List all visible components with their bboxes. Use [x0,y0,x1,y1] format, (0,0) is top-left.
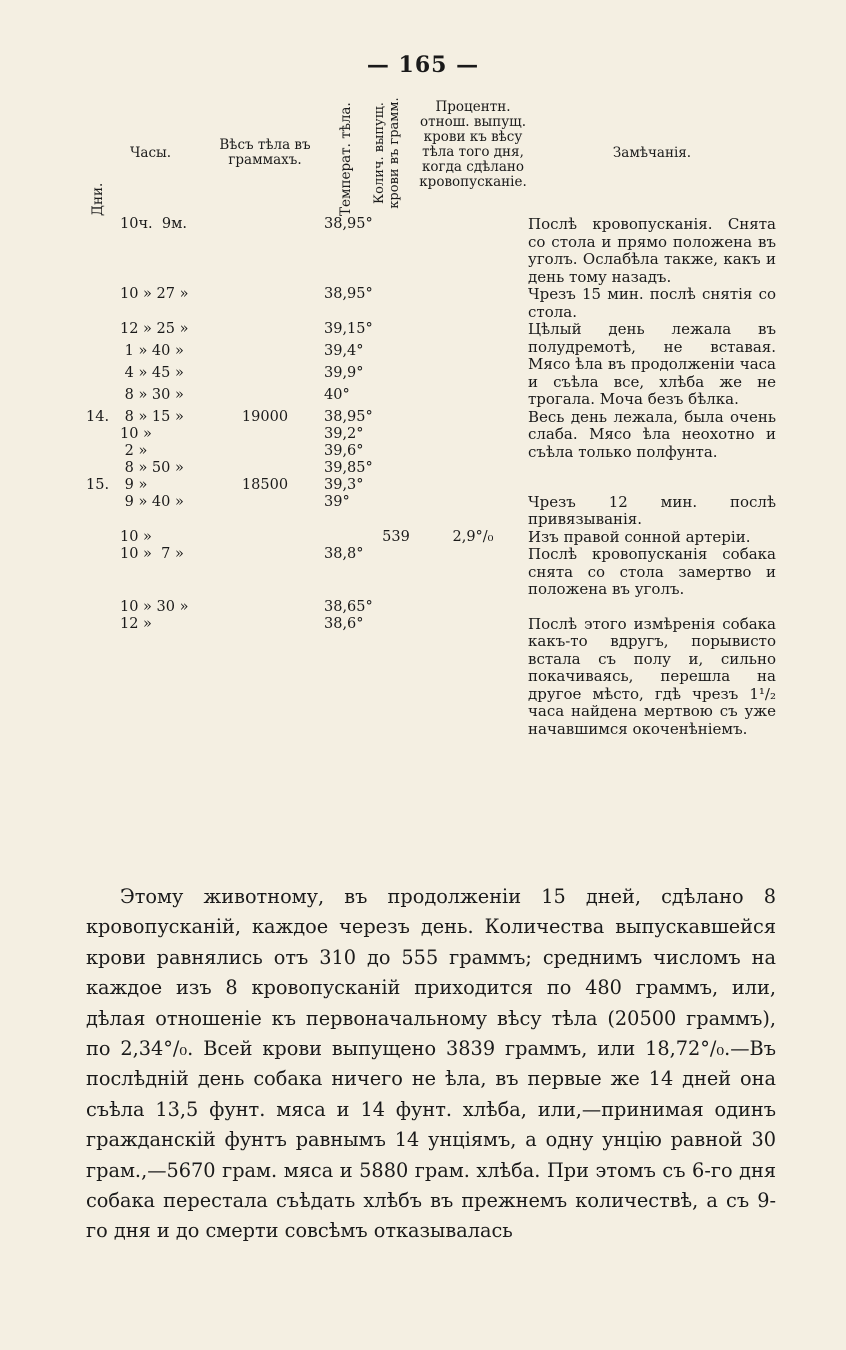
cell-day [86,426,120,443]
cell-weight [206,321,324,343]
cell-weight [206,426,324,443]
header-blood-quantity: Колич. выпущ. крови въ грамм. [372,97,402,209]
cell-day [86,321,120,343]
body-paragraph: Этому животному, въ продолженіи 15 дней, сдѣлано 8 кровопусканій, каждое черезъ день. Количества выпускавшейся крови равнялись отъ 310 до 555 граммъ; среднимъ числомъ на каждое изъ 8 кровопусканій приходится по 480 граммъ, или, дѣлая отношеніе къ первоначальному вѣсу тѣла (20500 граммъ), по 2,34°/₀. Всей крови выпущено 3839 граммъ, или 18,72°/₀.—Въ послѣдній день собака ничего не ѣла, въ первые же 14 дней она съѣла 13,5 фунт. мяса и 14 фунт. хлѣба, или,—принимая одинъ гражданскій фунтъ равнымъ 14 унціямъ, а одну унцію равной 30 грам.,—5670 грам. мяса и 5880 грам. хлѣба. При этомъ съ 6-го дня собака перестала съѣдать хлѣбъ въ прежнемъ количествѣ, а съ 9-го дня и до смерти совсѣмъ отказывалась [86,885,776,1243]
cell-temp: 39,9° [324,364,364,381]
cell-qty [374,216,418,286]
cell-time: 2 » [120,442,148,459]
cell-pct [418,494,528,529]
cell-temp: 39,3° [324,476,364,493]
cell-day: 15. [86,476,110,493]
cell-weight [206,529,324,547]
cell-temp: 38,95° [324,216,373,232]
table-header-row [86,98,776,216]
cell-temp: 39,85° [324,459,373,476]
cell-qty [374,494,418,529]
cell-weight [206,343,324,365]
header-weight: Вѣсъ тѣла въ граммахъ. [219,137,311,168]
cell-weight [206,365,324,387]
cell-time: 10 » 27 » [120,286,189,302]
header-remarks: Замѣчанія. [612,145,692,161]
cell-time: 1 » 40 » [120,342,184,359]
cell-remark: Весь день лежала, была очень слаба. Мясо ѣла неохотно и съѣла только полфунта. [528,407,776,461]
table-row [86,216,776,286]
cell-temp: 40° [324,386,350,403]
cell-qty [374,616,418,739]
cell-time: 12 » 25 » [120,321,189,337]
cell-time: 8 » 50 » [120,459,184,476]
cell-day [86,286,120,321]
cell-weight: 18500 [241,476,289,493]
cell-time: 10 » 7 » [120,546,184,562]
cell-qty [374,365,418,387]
cell-temp: 39,15° [324,321,373,337]
table-row [86,546,776,599]
cell-time: 12 » [120,615,152,632]
cell-temp: 38,65° [324,598,373,615]
header-time: Часы. [130,145,172,161]
cell-weight: 19000 [241,408,289,425]
cell-remark: Чрезъ 15 мин. послѣ снятія со стола. [528,285,776,321]
cell-day [86,529,120,547]
cell-weight [206,387,324,409]
cell-pct [418,460,528,477]
cell-weight [206,599,324,616]
cell-pct [418,216,528,286]
cell-remark: Изъ правой сонной артеріи. [528,527,751,546]
cell-pct [418,409,528,426]
cell-pct [418,443,528,460]
cell-qty [374,546,418,599]
table-row [86,494,776,529]
cell-day [86,216,120,286]
cell-pct [418,365,528,387]
cell-pct [418,321,528,343]
cell-weight [206,286,324,321]
cell-weight [206,616,324,739]
cell-day [86,460,120,477]
cell-weight [206,443,324,460]
table-row [86,321,776,343]
cell-remark: Послѣ кровопусканія. Снята со стола и прямо положена въ уголъ. Ослабѣла также, какъ и день тому назадъ. [528,215,776,286]
cell-temp: 39,6° [324,442,364,459]
cell-pct [418,546,528,599]
cell-temp: 39,4° [324,342,364,359]
cell-temp: 38,95° [324,408,373,425]
cell-time: 9 » [120,476,148,493]
cell-day [86,387,120,409]
cell-pct [418,616,528,739]
cell-day [86,599,120,616]
table-row [86,286,776,321]
cell-day [86,616,120,739]
cell-time: 8 » 30 » [120,386,184,403]
cell-pct [418,426,528,443]
cell-time: 10 » [120,528,152,545]
page-number: — 165 — [366,52,480,78]
cell-pct [418,599,528,616]
cell-day [86,443,120,460]
table-row [86,616,776,739]
cell-remark [528,599,776,616]
cell-weight [206,546,324,599]
header-temperature: Температ. тѣла. [338,102,354,216]
table-row [86,599,776,616]
cell-weight [206,460,324,477]
cell-weight [206,216,324,286]
cell-time: 4 » 45 » [120,364,184,381]
cell-temp [324,529,374,547]
cell-remark: Чрезъ 12 мин. послѣ привязыванія. [528,492,776,528]
cell-time: 10 » [120,425,152,442]
cell-qty [374,426,418,443]
cell-qty [374,460,418,477]
cell-temp: 38,6° [324,615,364,632]
cell-temp: 39,2° [324,425,364,442]
cell-qty [374,343,418,365]
cell-pct [418,286,528,321]
observation-table [86,98,776,738]
cell-remark: Послѣ кровопусканія собака снята со стола замертво и положена въ уголъ. [528,545,776,598]
cell-day [86,546,120,599]
cell-temp: 39° [324,493,350,510]
cell-pct: 2,9°/₀ [452,528,494,545]
cell-time: 9 » 40 » [120,493,184,510]
cell-day [86,365,120,387]
cell-remark: Послѣ этого измѣренія собака какъ-то вдругъ, порывисто встала съ полу и, сильно покачиваясь, перешла на другое мѣсто, гдѣ чрезъ 1¹/₂ часа найдена мертвою съ уже начавшимся окоченѣніемъ. [528,614,776,738]
cell-qty [374,599,418,616]
cell-weight [206,494,324,529]
cell-qty: 539 [382,528,410,545]
cell-day: 14. [86,408,110,425]
cell-day [86,494,120,529]
cell-temp: 38,95° [324,286,373,302]
header-percentage: Процентн. отнош. выпущ. крови къ вѣсу тѣла того дня, когда сдѣлано кровопусканіе. [419,99,527,190]
cell-remark: Цѣлый день лежала въ полудремотѣ, не вставая. Мясо ѣла въ продолженіи часа и съѣла все, хлѣба же не трогала. Моча безъ бѣлка. [528,320,776,408]
header-day: Дни. [90,182,106,216]
cell-time: 10ч. 9м. [120,216,187,232]
cell-qty [374,477,418,494]
table-row [86,529,776,547]
cell-qty [374,286,418,321]
cell-pct [418,343,528,365]
cell-qty [374,321,418,343]
cell-time: 10 » 30 » [120,598,189,615]
cell-qty [374,443,418,460]
cell-pct [418,387,528,409]
cell-qty [374,387,418,409]
cell-qty [374,409,418,426]
table-row [86,409,776,426]
cell-pct [418,477,528,494]
cell-day [86,343,120,365]
cell-temp: 38,8° [324,546,364,562]
cell-time: 8 » 15 » [120,408,184,425]
